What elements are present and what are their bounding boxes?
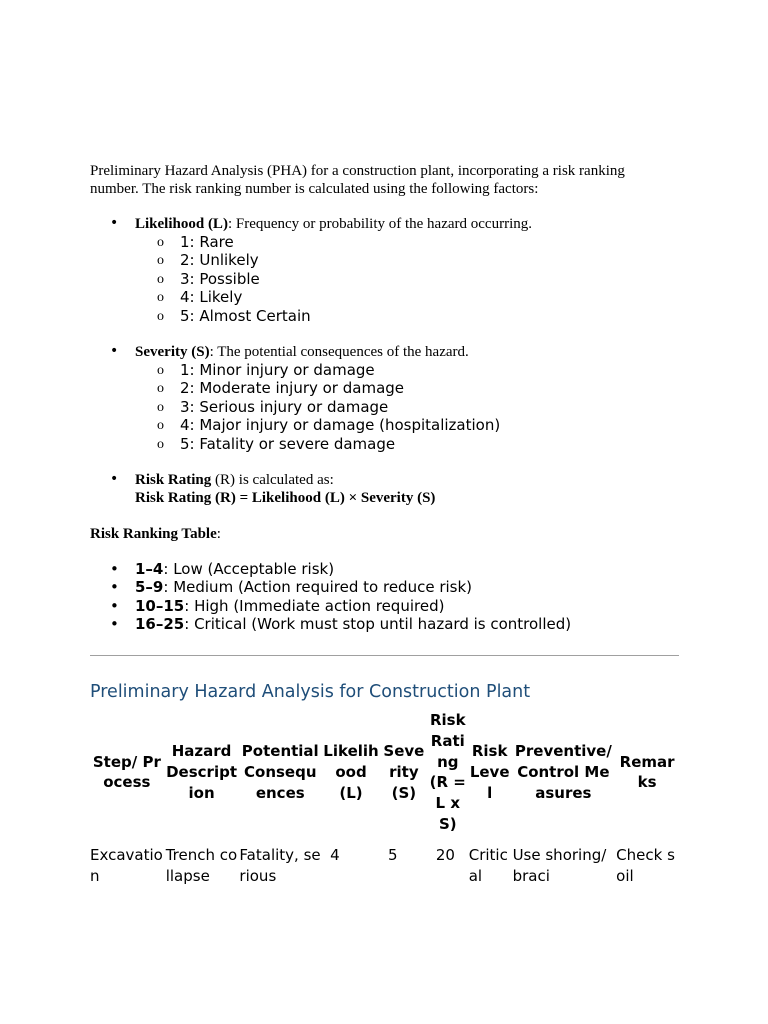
ranking-table-heading [90,525,221,543]
severity-level-text: 4: Major injury or damage (hospitalization) [180,416,501,435]
bullet-icon: • [110,560,119,578]
rank-desc: : Medium (Action required to reduce risk) [163,578,473,597]
likelihood-level-text: 3: Possible [180,269,260,288]
likelihood-desc: : Frequency or probability of the hazard occurring. [227,216,532,232]
rank-desc: : High (Immediate action required) [184,596,445,615]
rank-item-critical [90,615,571,633]
circle-bullet-icon: o [157,363,164,378]
table-cell: Check soil [616,845,675,885]
likelihood-item [90,215,680,325]
severity-lead [135,343,680,361]
rating-lead [135,471,680,489]
rank-desc: : Critical (Work must stop until hazard is controlled) [184,615,572,634]
circle-bullet-icon: o [157,381,164,397]
column-header: Hazard Description [166,742,238,802]
severity-level [135,361,680,379]
column-header: Risk Rating (R = L x S) [429,711,466,833]
severity-item [90,343,680,453]
column-header: Preventive/ Control Measures [514,742,612,802]
severity-section [90,343,680,453]
rank-item-medium [90,578,571,596]
rating-term: Risk Rating [135,472,212,488]
likelihood-level-text: 2: Unlikely [180,251,259,270]
likelihood-levels [135,233,680,325]
likelihood-term: Likelihood (L) [135,216,228,232]
table-cell: Excavation [90,845,163,885]
table-cell: 4 [330,845,340,864]
table-cell: Trench collapse [165,845,238,885]
table-header-row [89,710,679,845]
likelihood-lead [135,215,680,233]
severity-level [135,379,680,397]
bullet-icon: • [110,471,119,487]
likelihood-level [135,288,680,306]
likelihood-level-text: 1: Rare [180,233,234,251]
rank-range: 1–4 [135,560,164,578]
circle-bullet-icon: o [157,290,164,306]
table-cell: Fatality, serious [239,845,321,885]
likelihood-level-text: 4: Likely [180,288,243,307]
likelihood-level [135,233,680,251]
column-header: Potential Consequences [241,742,319,802]
bullet-icon: • [110,578,119,597]
section-title: Preliminary Hazard Analysis for Construction Plant [90,682,531,702]
table-cell: 5 [387,845,398,864]
severity-level-text: 5: Fatality or severe damage [180,434,396,453]
table-row [89,845,679,887]
ranking-table-title: Risk Ranking Table [90,526,217,542]
column-header: Step/ Process [92,752,161,792]
rating-section [90,471,680,507]
severity-level [135,416,680,434]
rank-range: 10–15 [135,596,185,615]
ranking-table-suffix: : [216,526,221,542]
likelihood-level [135,307,680,325]
likelihood-section [90,215,680,325]
bullet-icon: • [110,343,119,359]
column-header: Severity (S) [383,742,425,802]
rating-item [90,471,680,507]
rank-item-high [90,597,571,615]
circle-bullet-icon: o [157,418,164,434]
circle-bullet-icon: o [157,235,164,250]
circle-bullet-icon: o [157,308,164,324]
bullet-icon: • [110,596,119,615]
severity-level-text: 3: Serious injury or damage [180,397,389,416]
rating-formula: Risk Rating (R) = Likelihood (L) × Severity (S) [135,490,436,506]
rank-range: 16–25 [135,615,185,634]
severity-level [135,398,680,416]
likelihood-level-text: 5: Almost Certain [180,306,311,325]
column-header: Likelihood (L) [323,742,379,802]
likelihood-level [135,251,680,269]
table-cell: Use shoring/braci [512,845,607,885]
severity-desc: : The potential consequences of the hazard. [209,344,469,360]
table-cell: 20 [435,845,455,864]
column-header: Remarks [619,752,675,792]
pha-table [89,710,679,886]
severity-level-text: 2: Moderate injury or damage [180,379,405,398]
column-header: Risk Level [469,742,510,802]
table-cell: Critical [468,845,508,885]
intro-paragraph: Preliminary Hazard Analysis (PHA) for a construction plant, incorporating a risk ranking number. The risk ranking number is calculated using the following factors: [90,163,625,197]
rank-desc: : Low (Acceptable risk) [163,560,335,578]
severity-levels [135,361,680,453]
severity-level [135,435,680,453]
rating-desc: (R) is calculated as: [211,472,334,488]
circle-bullet-icon: o [157,399,164,415]
bullet-icon: • [110,615,119,634]
circle-bullet-icon: o [157,253,164,269]
likelihood-level [135,270,680,288]
severity-term: Severity (S) [135,344,210,360]
ranking-list [90,560,571,634]
horizontal-divider [90,655,679,656]
severity-level-text: 1: Minor injury or damage [180,361,375,379]
rank-item-low [90,560,571,578]
circle-bullet-icon: o [157,436,164,452]
circle-bullet-icon: o [157,271,164,287]
bullet-icon: • [110,215,119,231]
rank-range: 5–9 [135,578,164,597]
